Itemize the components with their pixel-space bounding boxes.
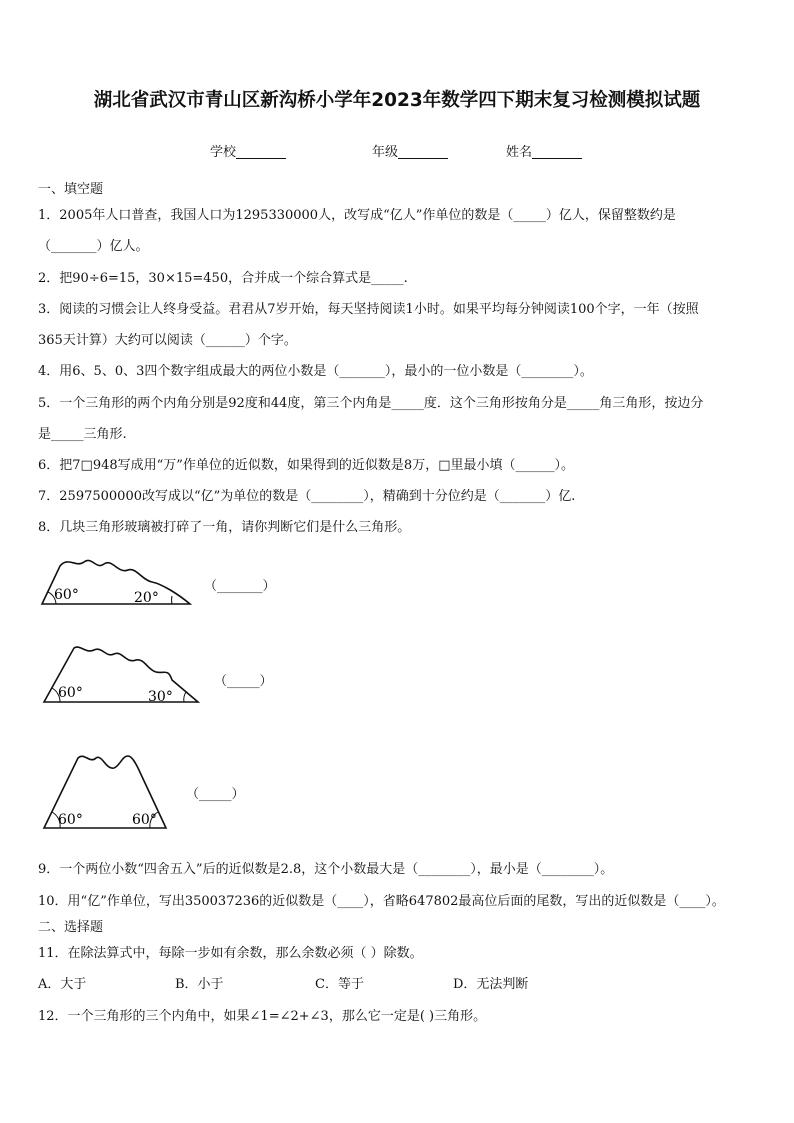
q11-option-a[interactable]: A．大于 [38,977,87,992]
triangle-3-right-angle: 60° [132,812,157,828]
school-label: 学校 [210,145,237,160]
triangle-1-left-angle: 60° [54,587,79,603]
question-2: 2．把90÷6=15，30×15=450，合并成一个综合算式是_____. [38,271,408,286]
question-8: 8．几块三角形玻璃被打碎了一角，请你判断它们是什么三角形。 [38,520,411,535]
school-blank[interactable] [236,144,286,159]
broken-triangle-2 [40,640,204,710]
school-field[interactable] [210,141,286,160]
triangle-1-answer[interactable]: （_______） [204,579,276,594]
triangle-2-left-angle: 60° [58,685,83,701]
question-9: 9．一个两位小数“四舍五入”后的近似数是2.8，这个小数最大是（________），最小是（________）。 [38,862,614,877]
triangle-2-right-angle: 30° [148,689,173,705]
question-1-line-1: 1．2005年人口普查，我国人口为1295330000人，改写成“亿人”作单位的数是（_____）亿人，保留整数约是 [38,208,676,223]
grade-blank[interactable] [398,144,448,159]
page-title: 湖北省武汉市青山区新沟桥小学年2023年数学四下期末复习检测模拟试题 [93,90,701,111]
name-blank[interactable] [532,144,582,159]
q11-option-d[interactable]: D．无法判断 [453,977,529,992]
question-6: 6．把7□948写成用“万”作单位的近似数，如果得到的近似数是8万，□里最小填（______）。 [38,458,574,473]
section-choice-heading: 二、选择题 [38,920,104,935]
triangle-3-left-angle: 60° [58,812,83,828]
section-fill-heading: 一、填空题 [38,182,104,197]
question-1-line-2: （_______）亿人。 [38,239,149,254]
triangle-2-right-arc [184,692,186,702]
broken-triangle-1 [38,552,198,614]
question-3-line-2: 365天计算）大约可以阅读（______）个字。 [38,333,297,348]
question-3-line-1: 3．阅读的习惯会让人终身受益。君君从7岁开始，每天坚持阅读1小时。如果平均每分钟阅读100个字，一年（按照 [38,302,699,317]
broken-triangle-3 [40,750,170,836]
q11-option-b[interactable]: B．小于 [175,977,224,992]
question-11: 11．在除法算式中，每除一步如有余数，那么余数必须（ ）除数。 [38,946,423,961]
grade-field[interactable] [372,141,448,160]
question-5-line-1: 5．一个三角形的两个内角分别是92度和44度，第三个内角是_____度．这个三角形按角分是_____角三角形，按边分 [38,396,704,411]
question-10: 10．用“亿”作单位，写出350037236的近似数是（____），省略647802最高位后面的尾数，写出的近似数是（____）。 [38,894,725,909]
name-field[interactable] [506,141,582,160]
q11-option-c[interactable]: C．等于 [315,977,364,992]
question-7: 7．2597500000改写成以“亿”为单位的数是（________），精确到十分位约是（_______）亿. [38,489,576,504]
triangle-3-answer[interactable]: （_____） [186,787,245,802]
question-12: 12．一个三角形的三个内角中，如果∠1=∠2+∠3，那么它一定是( )三角形。 [38,1009,487,1024]
name-label: 姓名 [506,145,533,160]
grade-label: 年级 [372,145,399,160]
triangle-1-right-angle: 20° [134,590,159,606]
question-5-line-2: 是_____三角形. [38,427,127,442]
question-4: 4．用6、5、0、3四个数字组成最大的两位小数是（_______），最小的一位小数是（________）。 [38,364,593,379]
triangle-2-answer[interactable]: （_____） [214,674,273,689]
